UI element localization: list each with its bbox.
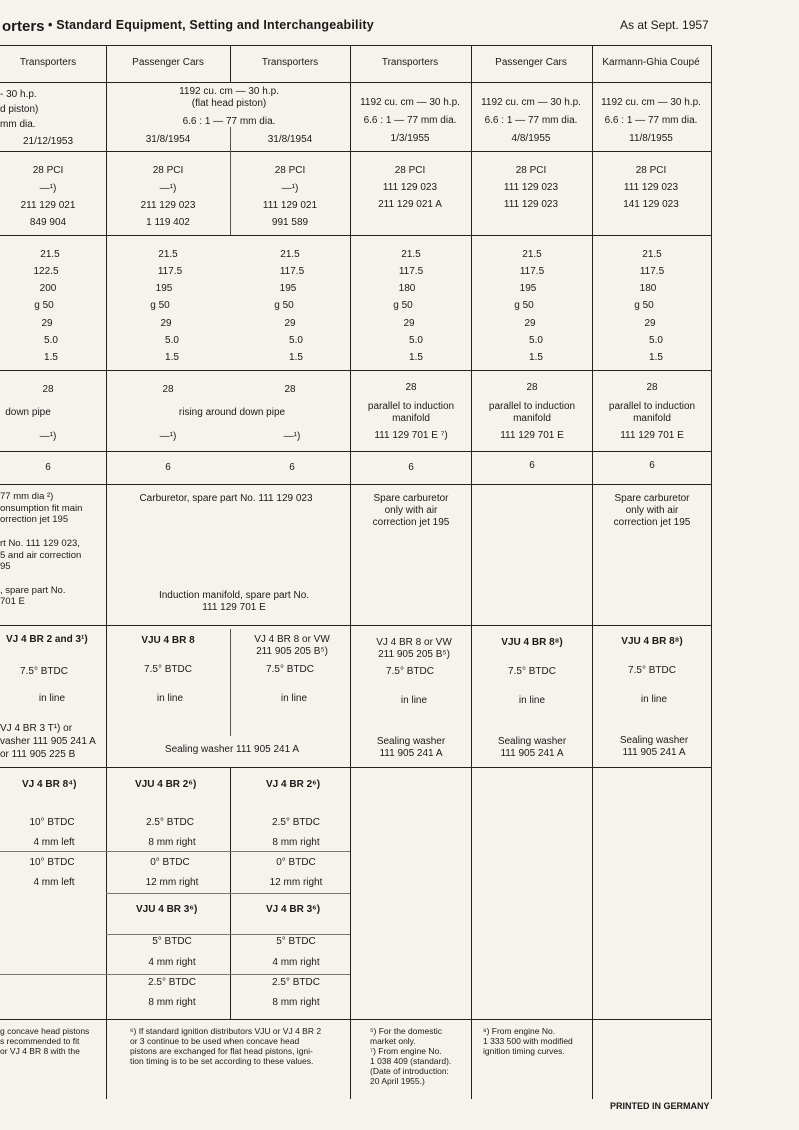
- notes-spare: Induction manifold, spare part No. 111 129 701 E: [158, 590, 310, 613]
- manifold-part: —¹): [159, 431, 177, 442]
- column-divider: [230, 629, 231, 736]
- alt-offset: 4 mm left: [33, 877, 75, 888]
- engine-ratio: 6.6 : 1 — 77 mm dia.: [363, 115, 457, 126]
- cell-value: 6: [649, 460, 655, 471]
- engine-date: 11/8/1955: [629, 133, 673, 144]
- engine-spec: 1192 cu. cm — 30 h.p.: [481, 97, 581, 108]
- alt-model: VJU 4 BR 3⁶): [136, 904, 198, 915]
- column-header: Transporters: [19, 57, 77, 68]
- jet-value: 195: [155, 283, 173, 294]
- engine-spec: 1192 cu. cm — 30 h.p. (flat head piston): [179, 86, 279, 109]
- footnote: ⁸) From engine No. 1 333 500 with modified ignition timing curves.: [483, 1026, 573, 1056]
- engine-date: 31/8/1954: [267, 134, 313, 145]
- jet-value: 21.5: [401, 249, 421, 260]
- alt-timing: 5° BTDC: [276, 936, 316, 947]
- alt-offset: 8 mm right: [272, 837, 320, 848]
- column-divider: [230, 127, 231, 235]
- manifold-desc: parallel to induction manifold: [367, 401, 455, 424]
- distributor-model: VJU 4 BR 8⁸): [501, 637, 563, 648]
- jet-value: g 50: [34, 300, 54, 311]
- jet-value: 122.5: [33, 266, 59, 277]
- jet-value: 5.0: [44, 335, 58, 346]
- jet-value: 180: [639, 283, 657, 294]
- carburetor-type: 28 PCI: [274, 165, 306, 176]
- manifold-desc: parallel to induction manifold: [488, 401, 576, 424]
- jet-value: 195: [519, 283, 537, 294]
- jet-value: 29: [284, 318, 296, 329]
- alt-offset: 8 mm right: [148, 837, 196, 848]
- jet-value: 5.0: [529, 335, 543, 346]
- column-header: Passenger Cars: [132, 57, 204, 68]
- jet-value: g 50: [150, 300, 170, 311]
- notes-spare: Spare carburetor only with air correction jet 195: [613, 493, 691, 528]
- jet-value: 29: [41, 318, 53, 329]
- column-divider: [230, 45, 231, 83]
- jet-value: 5.0: [289, 335, 303, 346]
- alt-model: VJU 4 BR 2⁶): [135, 779, 197, 790]
- carburetor-part: 111 129 023: [623, 182, 679, 193]
- alt-offset: 4 mm right: [148, 957, 196, 968]
- alt-timing: 0° BTDC: [276, 857, 316, 868]
- alt-offset: 8 mm right: [148, 997, 196, 1008]
- alt-model: VJ 4 BR 3⁶): [266, 904, 321, 915]
- row-separator: [0, 851, 350, 852]
- distributor-timing: 7.5° BTDC: [386, 666, 434, 677]
- jet-value: 29: [644, 318, 656, 329]
- engine-ratio: 6.6 : 1 — 77 mm dia.: [604, 115, 698, 126]
- distributor-plug: in line: [280, 693, 308, 704]
- page-subtitle: • Standard Equipment, Setting and Interchangeability: [48, 18, 374, 32]
- row-separator: [106, 934, 350, 935]
- column-divider: [350, 45, 351, 1099]
- manifold-part: 111 129 701 E: [500, 430, 564, 441]
- manifold-size: 28: [162, 384, 174, 395]
- jet-value: 1.5: [165, 352, 179, 363]
- jet-value: 117.5: [519, 266, 545, 277]
- engine-ratio: 6.6 : 1 — 77 mm dia.: [182, 116, 276, 127]
- jet-value: 1.5: [44, 352, 58, 363]
- jet-value: g 50: [274, 300, 294, 311]
- column-header: Karmann-Ghia Coupé: [602, 57, 700, 68]
- engine-date: 1/3/1955: [390, 133, 430, 144]
- distributor-timing: 7.5° BTDC: [266, 664, 314, 675]
- engine-date: 31/8/1954: [145, 134, 191, 145]
- cell-value: 6: [45, 462, 51, 473]
- distributor-timing: 7.5° BTDC: [628, 665, 676, 676]
- distributor-washer: Sealing washer 111 905 241 A: [164, 744, 300, 755]
- alt-model: VJ 4 BR 2⁶): [266, 779, 321, 790]
- column-divider: [711, 45, 712, 1099]
- alt-timing: 5° BTDC: [152, 936, 192, 947]
- distributor-timing: 7.5° BTDC: [508, 666, 556, 677]
- jet-value: 29: [403, 318, 415, 329]
- alt-timing: 10° BTDC: [29, 857, 75, 868]
- manifold-desc: parallel to induction manifold: [608, 401, 696, 424]
- jet-value: 1.5: [649, 352, 663, 363]
- column-divider: [471, 45, 472, 1099]
- manifold-part: 111 129 701 E: [620, 430, 684, 441]
- jet-value: 5.0: [165, 335, 179, 346]
- manifold-desc: down pipe: [5, 407, 51, 418]
- footnote: ⁶) If standard ignition distributors VJU or VJ 4 BR 2 or 3 continue to be used when concave head pistons are exchanged for flat head pistons, igni- tion timing is to be set according to these values.: [130, 1026, 322, 1066]
- distributor-plug: in line: [156, 693, 184, 704]
- carburetor-part: —¹): [39, 183, 57, 194]
- carburetor-type: 28 PCI: [152, 165, 184, 176]
- jet-value: 21.5: [522, 249, 542, 260]
- manifold-part: 111 129 701 E ⁷): [374, 430, 448, 441]
- jet-value: 1.5: [529, 352, 543, 363]
- jet-value: 29: [524, 318, 536, 329]
- manifold-part: —¹): [283, 431, 301, 442]
- engine-date: 4/8/1955: [511, 133, 551, 144]
- jet-value: 21.5: [158, 249, 178, 260]
- alt-offset: 4 mm left: [33, 837, 75, 848]
- column-header: Transporters: [261, 57, 319, 68]
- row-separator: [0, 974, 350, 975]
- column-divider: [106, 45, 107, 1099]
- footnote: ⁵) For the domestic market only. ⁷) From engine No. 1 038 409 (standard). (Date of introduction: 20 April 1955.): [370, 1026, 452, 1086]
- distributor-plug: in line: [38, 693, 66, 704]
- manifold-size: 28: [526, 382, 538, 393]
- distributor-timing: 7.5° BTDC: [20, 666, 68, 677]
- column-divider: [592, 45, 593, 1099]
- jet-value: 117.5: [639, 266, 665, 277]
- distributor-model: VJU 4 BR 8⁸): [621, 636, 683, 647]
- carburetor-part: 211 129 021 A: [378, 199, 442, 210]
- jet-value: 21.5: [642, 249, 662, 260]
- jet-value: g 50: [393, 300, 413, 311]
- notes-spare: Carburetor, spare part No. 111 129 023: [139, 493, 313, 504]
- alt-model: VJ 4 BR 8⁴): [22, 779, 77, 790]
- alt-timing: 2.5° BTDC: [146, 817, 194, 828]
- alt-timing: 2.5° BTDC: [272, 977, 320, 988]
- carburetor-type: 28 PCI: [515, 165, 547, 176]
- carburetor-type: 28 PCI: [32, 165, 64, 176]
- engine-spec: 1192 cu. cm — 30 h.p.: [601, 97, 701, 108]
- manifold-size: 28: [42, 384, 54, 395]
- jet-value: 200: [39, 283, 57, 294]
- jet-value: g 50: [634, 300, 654, 311]
- page-date: As at Sept. 1957: [620, 18, 709, 32]
- cell-value: 6: [408, 462, 414, 473]
- carburetor-serial: 991 589: [271, 217, 309, 228]
- page-title: orters: [2, 18, 45, 35]
- notes-c0: 77 mm dia ²) onsumption fit main orrection jet 195 rt No. 111 129 023, 5 and air correction 95 , spare part No. 701 E: [0, 491, 83, 608]
- manifold-size: 28: [646, 382, 658, 393]
- cell-value: 6: [289, 462, 295, 473]
- carburetor-part: —¹): [159, 183, 177, 194]
- carburetor-part: 211 129 023: [140, 200, 196, 211]
- printed-in-notice: PRINTED IN GERMANY: [610, 1101, 710, 1111]
- engine-date: 21/12/1953: [22, 136, 74, 147]
- jet-value: g 50: [514, 300, 534, 311]
- distributor-extra: VJ 4 BR 3 T¹) or vasher 111 905 241 A or 111 905 225 B: [0, 723, 96, 760]
- jet-value: 29: [160, 318, 172, 329]
- distributor-model: VJ 4 BR 8 or VW 211 905 205 B⁵): [254, 634, 330, 657]
- cell-value: 6: [165, 462, 171, 473]
- distributor-washer: Sealing washer 111 905 241 A: [497, 736, 567, 759]
- jet-value: 117.5: [279, 266, 305, 277]
- carburetor-part: 211 129 021: [20, 200, 76, 211]
- jet-value: 5.0: [409, 335, 423, 346]
- distributor-plug: in line: [400, 695, 428, 706]
- distributor-plug: in line: [640, 694, 668, 705]
- jet-value: 21.5: [40, 249, 60, 260]
- engine-spec: 1192 cu. cm — 30 h.p.: [360, 97, 460, 108]
- manifold-desc: rising around down pipe: [178, 407, 286, 418]
- jet-value: 1.5: [409, 352, 423, 363]
- distributor-model: VJ 4 BR 2 and 3¹): [6, 634, 88, 645]
- carburetor-part: 141 129 023: [623, 199, 679, 210]
- column-header: Passenger Cars: [495, 57, 567, 68]
- alt-offset: 12 mm right: [145, 877, 199, 888]
- carburetor-part: 111 129 023: [382, 182, 438, 193]
- notes-spare: Spare carburetor only with air correction jet 195: [372, 493, 450, 528]
- cell-value: 6: [529, 460, 535, 471]
- alt-offset: 12 mm right: [269, 877, 323, 888]
- row-separator: [106, 893, 350, 894]
- distributor-model: VJU 4 BR 8: [141, 635, 195, 646]
- column-header: Transporters: [381, 57, 439, 68]
- distributor-model: VJ 4 BR 8 or VW 211 905 205 B⁵): [376, 637, 452, 660]
- alt-timing: 0° BTDC: [150, 857, 190, 868]
- alt-offset: 8 mm right: [272, 997, 320, 1008]
- carburetor-type: 28 PCI: [394, 165, 426, 176]
- carburetor-serial: 849 904: [29, 217, 67, 228]
- jet-value: 1.5: [289, 352, 303, 363]
- alt-timing: 2.5° BTDC: [148, 977, 196, 988]
- carburetor-part: 111 129 023: [503, 182, 559, 193]
- carburetor-part: 111 129 021: [262, 200, 318, 211]
- jet-value: 180: [398, 283, 416, 294]
- jet-value: 195: [279, 283, 297, 294]
- engine-c0: - 30 h.p. d piston) mm dia.: [0, 89, 39, 130]
- distributor-washer: Sealing washer 111 905 241 A: [376, 736, 446, 759]
- alt-timing: 10° BTDC: [29, 817, 75, 828]
- manifold-part: —¹): [39, 431, 57, 442]
- distributor-washer: Sealing washer 111 905 241 A: [619, 735, 689, 758]
- jet-value: 21.5: [280, 249, 300, 260]
- footnote: g concave head pistons s recommended to fit or VJ 4 BR 8 with the: [0, 1026, 90, 1056]
- engine-ratio: 6.6 : 1 — 77 mm dia.: [484, 115, 578, 126]
- carburetor-serial: 1 119 402: [146, 217, 190, 228]
- distributor-plug: in line: [518, 695, 546, 706]
- carburetor-type: 28 PCI: [635, 165, 667, 176]
- jet-value: 117.5: [157, 266, 183, 277]
- carburetor-part: —¹): [281, 183, 299, 194]
- alt-timing: 2.5° BTDC: [272, 817, 320, 828]
- manifold-size: 28: [284, 384, 296, 395]
- jet-value: 117.5: [398, 266, 424, 277]
- alt-offset: 4 mm right: [272, 957, 320, 968]
- carburetor-part: 111 129 023: [503, 199, 559, 210]
- distributor-timing: 7.5° BTDC: [144, 664, 192, 675]
- manifold-size: 28: [405, 382, 417, 393]
- jet-value: 5.0: [649, 335, 663, 346]
